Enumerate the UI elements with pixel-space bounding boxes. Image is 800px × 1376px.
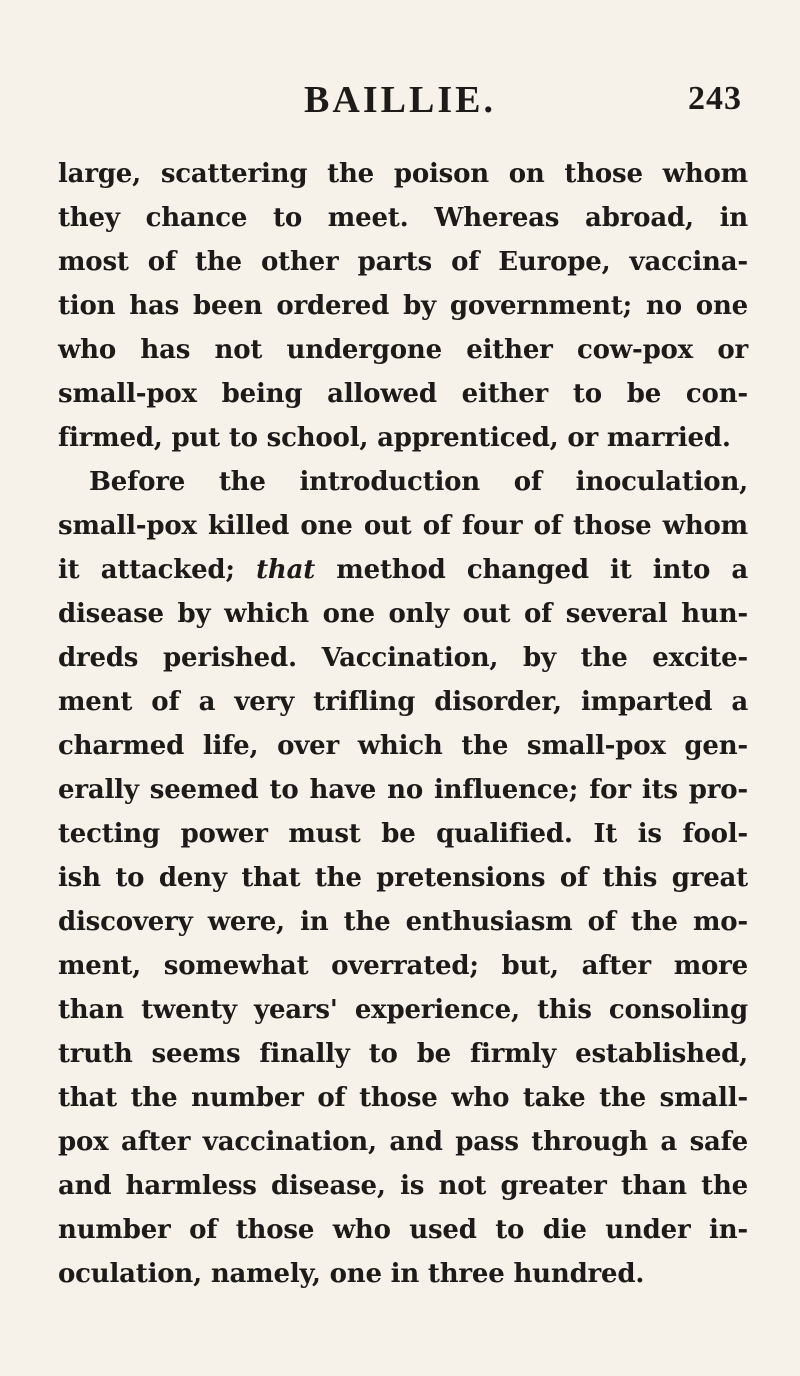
text-segment: method changed it into a (315, 555, 748, 585)
body-text (58, 152, 748, 1296)
running-title: BAILLIE. (304, 79, 496, 121)
page-number: 243 (688, 80, 742, 117)
text-line: and harmless disease, is not greater than the (58, 1171, 748, 1201)
text-line: pox after vaccination, and pass through a safe (58, 1127, 748, 1157)
text-line: oculation, namely, one in three hundred. (58, 1259, 645, 1289)
text-line: truth seems finally to be firmly established, (58, 1039, 748, 1069)
text-line: charmed life, over which the small-pox gen- (58, 731, 748, 761)
paragraph-first-line: Before the introduction of inoculation, (89, 467, 748, 497)
text-segment: it attacked; (58, 555, 257, 585)
text-line: ish to deny that the pretensions of this great (58, 863, 748, 893)
text-line: small-pox being allowed either to be con- (58, 379, 748, 409)
text-line (58, 548, 748, 592)
text-line: ment of a very trifling disorder, imparted a (58, 687, 748, 717)
text-line: tion has been ordered by government; no one (58, 291, 748, 321)
running-head (0, 78, 800, 126)
italic-word: that (256, 555, 316, 585)
text-line: erally seemed to have no influence; for its pro- (58, 775, 748, 805)
text-line: they chance to meet. Whereas abroad, in (58, 203, 748, 233)
text-line: discovery were, in the enthusiasm of the mo- (58, 907, 748, 937)
text-line: most of the other parts of Europe, vaccina- (58, 247, 748, 277)
text-line: ment, somewhat overrated; but, after more (58, 951, 748, 981)
text-line: tecting power must be qualified. It is fool- (58, 819, 748, 849)
text-line: than twenty years' experience, this consoling (58, 995, 748, 1025)
text-line: who has not undergone either cow-pox or (58, 335, 748, 365)
text-line: firmed, put to school, apprenticed, or married. (58, 423, 731, 453)
text-line: dreds perished. Vaccination, by the excite- (58, 643, 748, 673)
text-line: small-pox killed one out of four of those whom (58, 511, 748, 541)
text-line: large, scattering the poison on those whom (58, 159, 748, 189)
text-line: disease by which one only out of several hun- (58, 599, 748, 629)
text-line: number of those who used to die under in- (58, 1215, 748, 1245)
text-line: that the number of those who take the small- (58, 1083, 748, 1113)
